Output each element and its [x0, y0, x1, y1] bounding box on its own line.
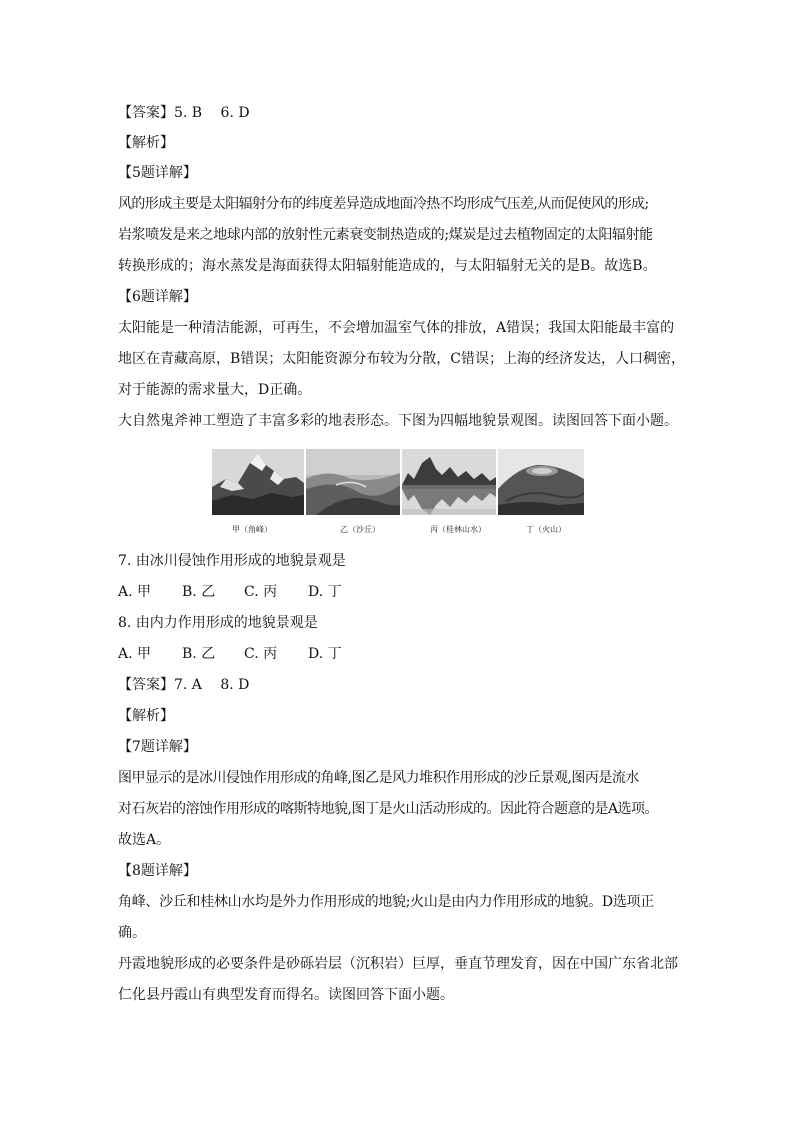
- detail-heading-7: 【7题详解】: [118, 739, 197, 755]
- q8-option-a: A. 甲: [118, 646, 152, 662]
- answer-line-5-6: 【答案】5. B 6. D: [118, 105, 250, 121]
- detail-heading-6: 【6题详解】: [118, 289, 197, 305]
- analysis-heading: 【解析】: [118, 135, 174, 151]
- landform-photo-strip: [212, 449, 586, 515]
- photo-volcano: [498, 449, 584, 515]
- detail-5-text-line-2: 岩浆喷发是来之地球内部的放射性元素衰变制热造成的;煤炭是过去植物固定的太阳辐射能: [118, 227, 653, 243]
- q7-option-b: B. 乙: [182, 584, 216, 600]
- photo-sand-dune: [306, 449, 400, 515]
- detail-5-text-line-3: 转换形成的；海水蒸发是海面获得太阳辐射能造成的，与太阳辐射无关的是B。故选B。: [118, 258, 657, 274]
- analysis-heading-2: 【解析】: [118, 708, 174, 724]
- q8-option-b: B. 乙: [182, 646, 216, 662]
- answer-line-7-8: 【答案】7. A 8. D: [118, 677, 250, 693]
- detail-heading-5: 【5题详解】: [118, 165, 197, 181]
- caption-jia-horn-peak: 甲（角峰）: [232, 525, 272, 534]
- q8-option-c: C. 丙: [244, 646, 278, 662]
- caption-yi-sand-dune: 乙（沙丘）: [340, 525, 380, 534]
- question-7-stem: 7. 由冰川侵蚀作用形成的地貌景观是: [118, 553, 346, 569]
- caption-bing-guilin: 丙（桂林山水）: [430, 525, 486, 534]
- detail-8-text-line-2: 确。: [118, 925, 146, 941]
- detail-6-text-line-2: 地区在青藏高原，B错误；太阳能资源分布较为分散，C错误；上海的经济发达，人口稠密，: [118, 351, 685, 367]
- detail-6-text-line-3: 对于能源的需求量大，D正确。: [118, 382, 312, 398]
- danxia-intro-line-2: 仁化县丹霞山有典型发育而得名。读图回答下面小题。: [118, 987, 454, 1003]
- landform-captions: [212, 524, 586, 538]
- q7-option-d: D. 丁: [308, 584, 342, 600]
- detail-heading-8: 【8题详解】: [118, 863, 197, 879]
- photo-horn-peak: [212, 449, 304, 515]
- detail-7-text-line-2: 对石灰岩的溶蚀作用形成的喀斯特地貌,图丁是火山活动形成的。因此符合题意的是A选项。: [118, 801, 659, 817]
- detail-5-text-line-1: 风的形成主要是太阳辐射分布的纬度差异造成地面冷热不均形成气压差,从而促使风的形成;: [118, 196, 649, 212]
- q7-option-c: C. 丙: [244, 584, 278, 600]
- question-8-stem: 8. 由内力作用形成的地貌景观是: [118, 615, 318, 631]
- detail-8-text-line-1: 角峰、沙丘和桂林山水均是外力作用形成的地貌;火山是由内力作用形成的地貌。D选项正: [118, 894, 654, 910]
- caption-ding-volcano: 丁（火山）: [526, 525, 566, 534]
- danxia-intro-line-1: 丹霞地貌形成的必要条件是砂砾岩层（沉积岩）巨厚，垂直节理发育，因在中国广东省北部: [118, 956, 678, 972]
- detail-7-text-line-3: 故选A。: [118, 832, 171, 848]
- photo-guilin-karst: [402, 449, 496, 515]
- detail-6-text-line-1: 太阳能是一种清洁能源，可再生，不会增加温室气体的排放，A错误；我国太阳能最丰富的: [118, 320, 675, 336]
- intro-paragraph-landforms: 大自然鬼斧神工塑造了丰富多彩的地表形态。下图为四幅地貌景观图。读图回答下面小题。: [118, 413, 678, 429]
- q7-option-a: A. 甲: [118, 584, 152, 600]
- detail-7-text-line-1: 图甲显示的是冰川侵蚀作用形成的角峰,图乙是风力堆积作用形成的沙丘景观,图丙是流水: [118, 770, 639, 786]
- q8-option-d: D. 丁: [308, 646, 342, 662]
